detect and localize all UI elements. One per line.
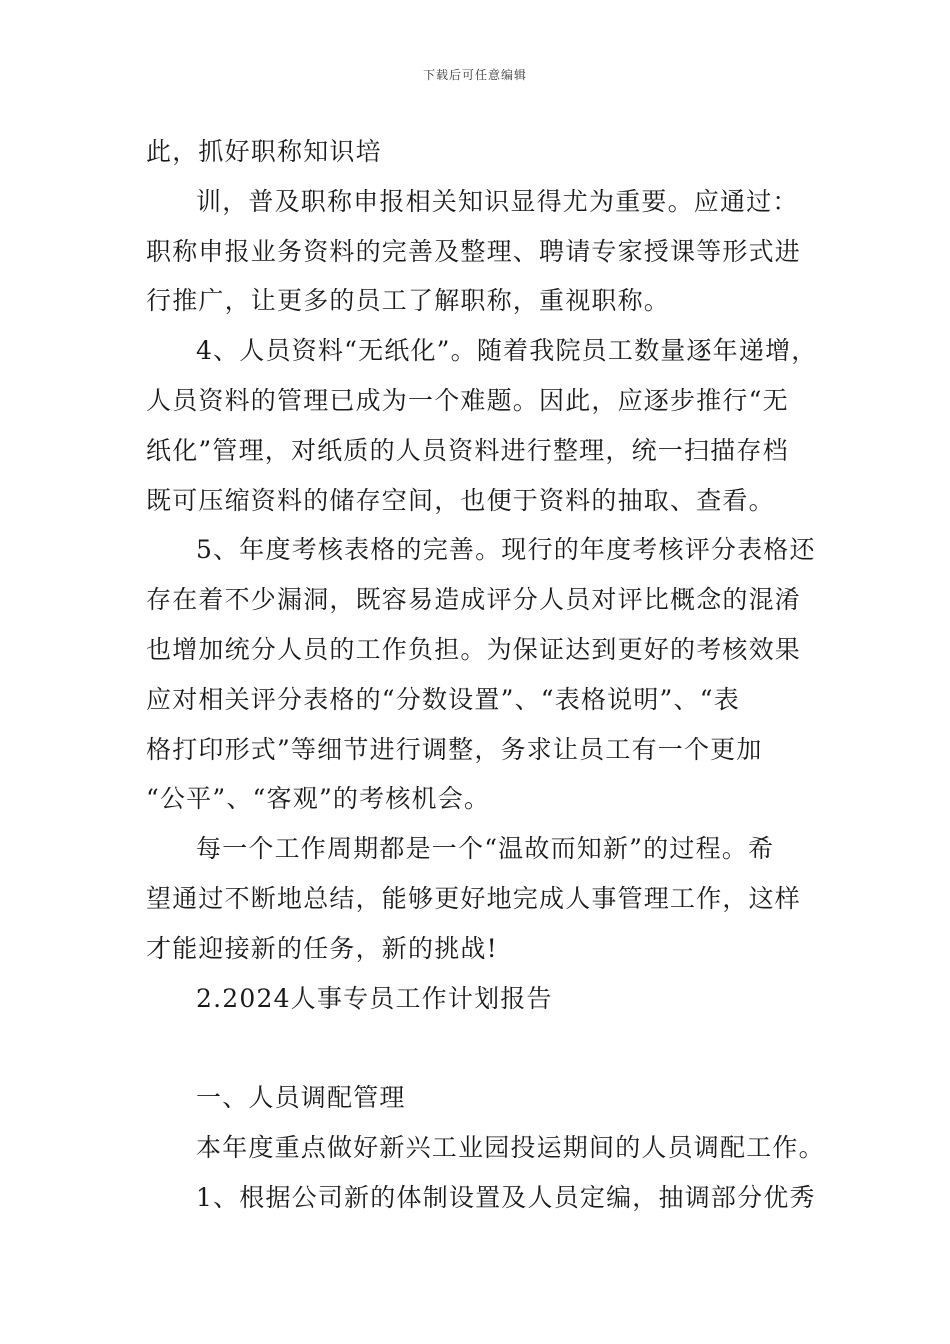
text-line: 也增加统分人员的工作负担。为保证达到更好的考核效果 [146,634,802,664]
text-line: “公平”、“客观”的考核机会。 [146,784,491,814]
text-line: 才能迎接新的任务，新的挑战! [146,933,498,963]
text-line: 5、年度考核表格的完善。现行的年度考核评分表格还 [196,535,816,565]
text-line: 格打印形式”等细节进行调整，务求让员工有一个更加 [146,734,763,764]
section-heading: 2.2024人事专员工作计划报告 [196,983,553,1013]
text-line: 训，普及职称申报相关知识显得尤为重要。应通过： [196,186,799,216]
text-line: 行推广，让更多的员工了解职称，重视职称。 [146,286,671,316]
text-line: 4、人员资料“无纸化”。随着我院员工数量逐年递增， [196,336,818,366]
text-line: 人员资料的管理已成为一个难题。因此，应逐步推行“无 [146,385,789,415]
text-line: 应对相关评分表格的“分数设置”、“表格说明”、“表 [146,684,740,714]
text-line: 本年度重点做好新兴工业园投运期间的人员调配工作。 [196,1132,825,1162]
document-body [146,127,825,1223]
text-line: 1、根据公司新的体制设置及人员定编，抽调部分优秀 [196,1182,816,1212]
text-line: 纸化”管理，对纸质的人员资料进行整理，统一扫描存档 [146,435,789,465]
text-line: 此，抓好职称知识培 [146,137,382,166]
text-line: 望通过不断地总结，能够更好地完成人事管理工作，这样 [146,883,802,913]
text-line: 既可压缩资料的储存空间，也便于资料的抽取、查看。 [146,485,775,515]
subsection-heading: 一、人员调配管理 [196,1083,406,1113]
blank-line [146,1023,816,1073]
page-header: 下载后可任意编辑 [422,68,527,82]
text-line: 每一个工作周期都是一个“温故而知新”的过程。希 [196,834,775,864]
text-line: 存在着不少漏洞，既容易造成评分人员对评比概念的混淆 [146,585,802,615]
text-line: 职称申报业务资料的完善及整理、聘请专家授课等形式进 [146,236,802,266]
